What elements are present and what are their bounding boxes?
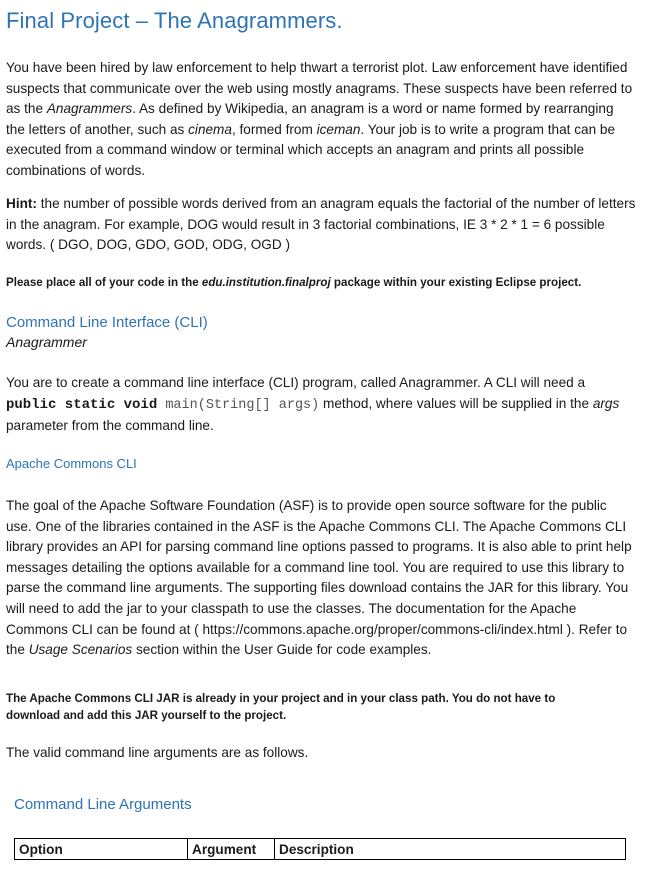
hint-paragraph xyxy=(6,194,636,256)
args-term: args xyxy=(592,395,620,411)
cli-heading: Command Line Interface (CLI) xyxy=(6,314,208,331)
code-keywords: public static void xyxy=(6,396,158,413)
table-header-row xyxy=(15,839,626,860)
package-name: edu.institution.finalproj xyxy=(201,276,331,289)
cinema-term: cinema xyxy=(188,121,232,137)
cli-text-1: You are to create a command line interface (CLI) program, called Anagrammer. A CLI will need a xyxy=(6,375,586,390)
intro-text-2: . As defined by Wikipedia, an anagram is a word or name formed by rearranging the letters of another, such as xyxy=(6,101,614,137)
hint-label: Hint: xyxy=(6,196,37,211)
usage-scenarios-term: Usage Scenarios xyxy=(28,642,133,658)
valid-args-text: The valid command line arguments are as follows. xyxy=(6,745,309,760)
column-header-description: Description xyxy=(275,839,626,860)
cli-paragraph xyxy=(6,373,636,437)
code-signature: main(String[] args) xyxy=(157,397,320,413)
args-heading: Command Line Arguments xyxy=(14,796,192,813)
apache-text-1: The goal of the Apache Software Foundation (ASF) is to provide open source software for the public use. One of the libraries contained in the ASF is the Apache Commons CLI. The Apache Commons CLI library provides an API for parsing command line options passed to programs. It is also able to print help messages detailing the options available for a command line tool. You are required to use this library to parse the command line arguments. The supporting files download contains the JAR for this library. You will need to add the jar to your classpath to use the classes. The documentation for the Apache Commons CLI can be found at ( https://commons.apache.org/proper/commons-cli/index.html ). Refer to the xyxy=(6,498,632,658)
apache-heading: Apache Commons CLI xyxy=(6,456,137,471)
intro-text-4: . Your job is to write a program that can be executed from a command window or terminal which accepts an anagram and prints all possible combinations of words. xyxy=(6,121,616,178)
jar-note: The Apache Commons CLI JAR is already in your project and in your class path. You do not have to download and add this JAR yourself to the project. xyxy=(6,692,556,722)
column-header-option: Option xyxy=(15,839,188,860)
anagrammers-term: Anagrammers xyxy=(46,101,133,117)
cli-text-2: method, where values will be supplied in the xyxy=(319,395,593,411)
apache-paragraph xyxy=(6,496,636,661)
intro-text-1: You have been hired by law enforcement to help thwart a terrorist plot. Law enforcement have identified suspects that communicate over the web using mostly anagrams. These suspects have been referred to as the xyxy=(6,60,633,117)
hint-text: the number of possible words derived from an anagram equals the factorial of the number of letters in the anagram. For example, DOG would result in 3 factorial combinations, IE 3 * 2 * 1 = 6 possible words. ( DGO, DOG, GDO, GOD, ODG, OGD ) xyxy=(6,196,636,253)
apache-text-2: section within the User Guide for code examples. xyxy=(132,642,432,658)
package-note-post: package within your existing Eclipse project. xyxy=(330,276,582,289)
intro-paragraph xyxy=(6,58,636,182)
package-note xyxy=(6,274,646,291)
cli-subtitle: Anagrammer xyxy=(6,334,87,350)
cli-text-3: parameter from the command line. xyxy=(6,418,214,434)
arguments-table xyxy=(14,838,626,860)
column-header-argument: Argument xyxy=(188,839,275,860)
intro-text-3: , formed from xyxy=(231,121,317,137)
package-note-pre: Please place all of your code in the xyxy=(6,276,202,289)
iceman-term: iceman xyxy=(316,121,361,137)
page-title: Final Project – The Anagrammers. xyxy=(6,8,343,33)
